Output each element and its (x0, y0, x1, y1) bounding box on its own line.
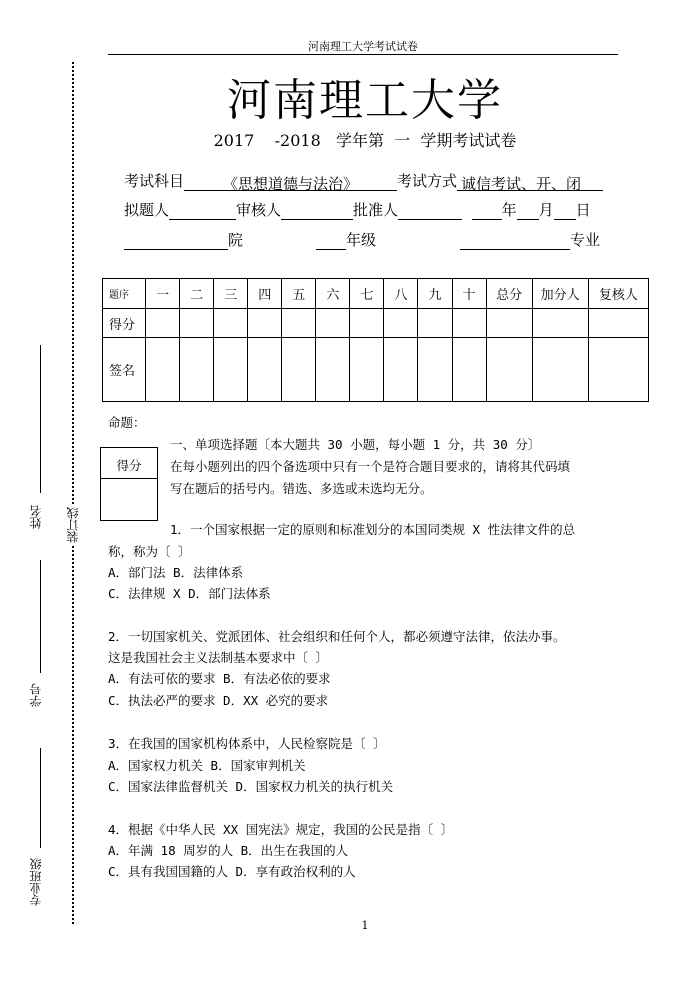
question-4-options-cd: C．具有我国国籍的人 D．享有政治权利的人 (108, 864, 356, 879)
header-cell: 八 (384, 279, 418, 309)
month-field[interactable] (517, 202, 539, 220)
student-id-field[interactable] (40, 560, 41, 673)
score-cell[interactable] (532, 309, 588, 338)
header-cell: 七 (350, 279, 384, 309)
section-score-field[interactable] (101, 479, 157, 520)
name-field[interactable] (40, 345, 41, 493)
sign-cell[interactable] (350, 338, 384, 402)
subject-field: 《思想道德与法治》 (184, 173, 397, 191)
question-2-options-ab: A．有法可依的要求 B．有法必依的要求 (108, 671, 331, 686)
question-2-line1: 2．一切国家机关、党派团体、社会组织和任何个人，都必须遵守法律，依法办事。 (108, 629, 566, 644)
section-instruction-2: 写在题后的括号内。错选、多选或未选均无分。 (170, 481, 433, 496)
sign-cell[interactable] (418, 338, 452, 402)
header-cell: 题序 (103, 279, 146, 309)
header-cell: 二 (180, 279, 214, 309)
college-label: 院 (228, 231, 244, 249)
exam-mode-label: 考试方式 (397, 172, 458, 190)
approver-label: 批准人 (353, 201, 399, 219)
page-number: 1 (361, 919, 369, 932)
section-score-label: 得分 (101, 448, 157, 479)
student-id-label: 学号 (29, 683, 43, 707)
term: 一 (394, 131, 411, 150)
section-instruction-1: 在每小题列出的四个备选项中只有一个是符合题目要求的，请将其代码填 (170, 459, 571, 474)
binding-label: 装订线 (66, 507, 80, 543)
score-cell[interactable] (248, 309, 282, 338)
section-score-box (100, 447, 158, 521)
subject-label: 考试科目 (124, 172, 185, 190)
header-cell: 六 (316, 279, 350, 309)
sign-row-label: 签名 (103, 338, 146, 402)
major-label: 专业 (570, 231, 601, 249)
header-cell: 三 (214, 279, 248, 309)
header-cell: 五 (282, 279, 316, 309)
score-cell[interactable] (588, 309, 648, 338)
exam-subtitle (0, 128, 695, 151)
question-4-options-ab: A．年满 18 周岁的人 B．出生在我国的人 (108, 843, 349, 858)
score-cell[interactable] (418, 309, 452, 338)
sign-cell[interactable] (214, 338, 248, 402)
sign-cell[interactable] (384, 338, 418, 402)
header-cell: 九 (418, 279, 452, 309)
question-4-line1: 4．根据《中华人民 XX 国宪法》规定，我国的公民是指〔 〕 (108, 822, 454, 837)
year-label: 年 (501, 201, 517, 219)
question-2-line2: 这是我国社会主义法制基本要求中〔 〕 (108, 650, 329, 665)
sign-cell[interactable] (486, 338, 532, 402)
sign-cell[interactable] (452, 338, 486, 402)
major-class-label: 专业班级 (29, 858, 43, 906)
setter-field[interactable] (169, 202, 236, 220)
question-3-line1: 3．在我国的国家机构体系中，人民检察院是〔 〕 (108, 736, 386, 751)
score-table (102, 278, 649, 402)
score-cell[interactable] (146, 309, 180, 338)
university-title: 河南理工大学 (227, 75, 503, 126)
class-row (124, 229, 243, 250)
staff-row (124, 199, 591, 220)
header-cell: 一 (146, 279, 180, 309)
grade-group (316, 229, 376, 250)
section-title: 一、单项选择题〔本大题共 30 小题，每小题 1 分，共 30 分〕 (170, 437, 541, 452)
sign-cell[interactable] (146, 338, 180, 402)
score-cell[interactable] (486, 309, 532, 338)
header-cell: 四 (248, 279, 282, 309)
header-cell: 复核人 (588, 279, 648, 309)
exam-mode-field: 诚信考试、开、闭 (457, 173, 603, 191)
year-end: -2018 (274, 131, 321, 150)
score-row (103, 309, 649, 338)
question-1-options-ab: A．部门法 B．法律体系 (108, 565, 244, 580)
sign-row (103, 338, 649, 402)
score-table-header-row (103, 279, 649, 309)
question-3-options-ab: A．国家权力机关 B．国家审判机关 (108, 758, 306, 773)
score-cell[interactable] (214, 309, 248, 338)
header-rule (108, 54, 618, 55)
question-1-line1: 1．一个国家根据一定的原则和标准划分的本国同类规 X 性法律文件的总 (170, 522, 576, 537)
grade-label: 年级 (346, 231, 377, 249)
reviewer-label: 审核人 (236, 201, 282, 219)
subtitle-middle: 学年第 (336, 131, 385, 150)
score-cell[interactable] (316, 309, 350, 338)
sign-cell[interactable] (316, 338, 350, 402)
subject-row (124, 170, 603, 191)
score-cell[interactable] (282, 309, 316, 338)
year-start: 2017 (213, 131, 255, 150)
major-group (460, 229, 600, 250)
day-field[interactable] (554, 202, 576, 220)
month-label: 月 (538, 201, 554, 219)
score-cell[interactable] (180, 309, 214, 338)
setter-label: 拟题人 (124, 201, 170, 219)
sign-cell[interactable] (532, 338, 588, 402)
header-cell: 加分人 (532, 279, 588, 309)
sign-cell[interactable] (588, 338, 648, 402)
score-cell[interactable] (384, 309, 418, 338)
page-header: 河南理工大学考试试卷 (308, 40, 418, 53)
sign-cell[interactable] (248, 338, 282, 402)
name-label: 姓名 (29, 505, 43, 529)
sign-cell[interactable] (282, 338, 316, 402)
question-1-line2: 称，称为〔 〕 (108, 544, 191, 559)
header-cell: 十 (452, 279, 486, 309)
major-class-field[interactable] (40, 748, 41, 848)
score-cell[interactable] (452, 309, 486, 338)
question-3-options-cd: C．国家法律监督机关 D．国家权力机关的执行机关 (108, 779, 394, 794)
subtitle-end: 学期考试试卷 (420, 131, 517, 150)
year-field[interactable] (472, 202, 502, 220)
approver-field[interactable] (398, 202, 462, 220)
college-field[interactable] (124, 232, 228, 250)
day-label: 日 (575, 201, 591, 219)
binding-dotted-line (72, 62, 74, 924)
question-1-options-cd: C．法律规 X D．部门法体系 (108, 586, 271, 601)
proposition-label: 命题： (108, 415, 146, 430)
grade-field[interactable] (316, 232, 346, 250)
score-row-label: 得分 (103, 309, 146, 338)
reviewer-field[interactable] (281, 202, 353, 220)
score-cell[interactable] (350, 309, 384, 338)
header-cell: 总分 (486, 279, 532, 309)
question-2-options-cd: C．执法必严的要求 D．XX 必究的要求 (108, 693, 329, 708)
major-field[interactable] (460, 232, 570, 250)
sign-cell[interactable] (180, 338, 214, 402)
